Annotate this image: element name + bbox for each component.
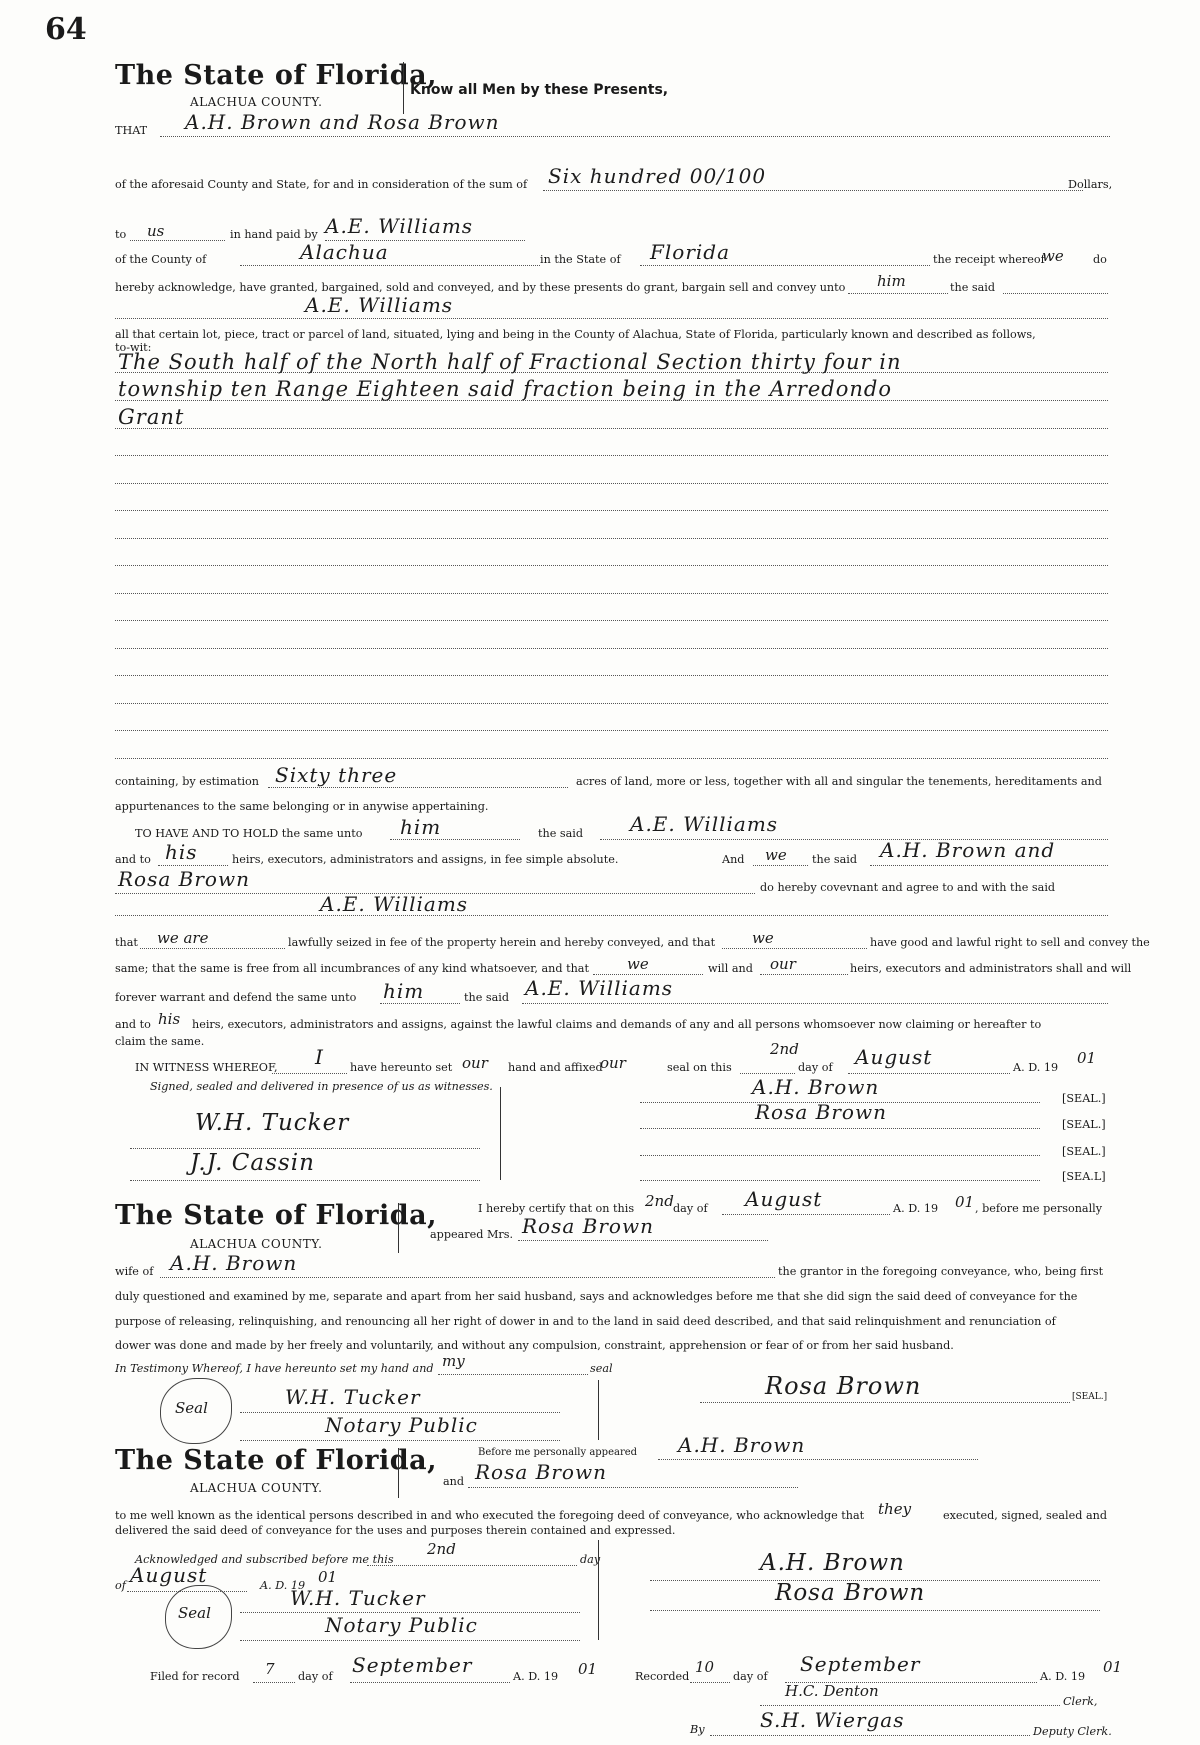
cert1-body-line-3: dower was done and made by her freely and voluntarily, and without any compulsion, constraint, apprehension or fear of or from her said husband. (115, 1339, 954, 1352)
cert2-of-label: of (115, 1579, 126, 1592)
cert2-delivered-text: delivered the said deed of conveyance for the uses and purposes therein contained and expressed. (115, 1524, 676, 1537)
consideration-text: of the aforesaid County and State, for and in consideration of the sum of (115, 178, 528, 191)
cert1-day-handwritten: 2nd (645, 1192, 674, 1210)
seal-label-4: [SEA.L] (1062, 1170, 1106, 1183)
cert2-ad: A. D. 19 (260, 1579, 306, 1592)
cert1-body-line-1: duly questioned and examined by me, separate and apart from her said husband, says and acknowledges before me that she did sign the said deed of conveyance for the (115, 1290, 1078, 1303)
all-that-text: all that certain lot, piece, tract or parcel of land, situated, lying and being in the County of Alachua, State of Florida, particularly known and described as follows, (115, 328, 1036, 341)
habendum-said-label: the said (538, 827, 584, 840)
cert1-my-handwritten: my (442, 1352, 465, 1370)
i-dotline (272, 1073, 347, 1074)
acres-dotline (268, 787, 568, 788)
dollars-label: Dollars, (1068, 178, 1113, 191)
cert2-notary-seal-stamp (165, 1585, 232, 1649)
grantee3-handwritten: A.E. Williams (525, 976, 674, 1000)
cert1-certify-text: I hereby certify that on this (478, 1202, 635, 1215)
unto-handwritten: him (877, 272, 906, 290)
grantor-b-handwritten: Rosa Brown (118, 867, 250, 891)
county-label: ALACHUA COUNTY. (190, 95, 323, 109)
of-county-label: of the County of (115, 253, 207, 266)
blank-ruled-line (115, 455, 1108, 456)
cov-grantee-dotline (115, 915, 1108, 916)
cert1-brace (398, 1203, 399, 1253)
filed-label: Filed for record (150, 1670, 240, 1683)
month-handwritten: August (855, 1045, 933, 1069)
seal-label-3: [SEAL.] (1062, 1145, 1106, 1158)
do-label: do (1093, 253, 1107, 266)
blank-ruled-line (115, 565, 1108, 566)
cert2-state-heading: The State of Florida, (115, 1445, 438, 1476)
cert1-my-dotline (438, 1374, 588, 1375)
cert2-known-pre: to me well known as the identical persons described in and who executed the foregoing deed of conveyance, who acknowledge that (115, 1509, 865, 1522)
cert2-person1-handwritten: A.H. Brown (678, 1433, 806, 1457)
grantee3-dotline (522, 1003, 1108, 1004)
cert1-day-of: day of (673, 1202, 708, 1215)
cert2-they-handwritten: they (878, 1500, 912, 1518)
and-to-label: and to (115, 853, 151, 866)
filed-day-dotline (253, 1682, 295, 1683)
cert2-brace-2 (598, 1540, 599, 1640)
cert1-year-handwritten: 01 (955, 1193, 975, 1211)
grantee-dotline (115, 318, 1108, 319)
to-label: to (115, 228, 127, 241)
signature-1-handwritten: A.H. Brown (752, 1075, 880, 1099)
cert1-ad: A. D. 19 (893, 1202, 939, 1215)
cert2-and-label: and (443, 1475, 465, 1488)
filed-month-handwritten: September (352, 1653, 473, 1677)
cert2-sig1-handwritten: A.H. Brown (760, 1550, 905, 1576)
acres-handwritten: Sixty three (275, 763, 398, 787)
cov-grantee-handwritten: A.E. Williams (320, 892, 469, 916)
him2-dotline (380, 1003, 460, 1004)
forever-text: forever warrant and defend the same unto (115, 991, 357, 1004)
we3-handwritten: we (627, 955, 649, 973)
seal-label-2: [SEAL.] (1062, 1118, 1106, 1131)
cert2-person1-dotline (658, 1459, 978, 1460)
recorded-label: Recorded (635, 1670, 690, 1683)
his2-handwritten: his (158, 1010, 181, 1028)
blank-ruled-line (115, 538, 1108, 539)
habendum-grantee-handwritten: A.E. Williams (630, 812, 779, 836)
clerk-handwritten: H.C. Denton (785, 1682, 879, 1700)
day-of-label: day of (798, 1061, 833, 1074)
heirs-against-text: heirs, executors, administrators and assigns, against the lawful claims and demands of any and all persons whomsoever now claiming or hereafter to (192, 1018, 1042, 1031)
blank-ruled-line (115, 620, 1108, 621)
cert2-sig2-handwritten: Rosa Brown (775, 1580, 926, 1606)
cert1-husband-handwritten: A.H. Brown (170, 1251, 298, 1275)
witness1-dotline (130, 1148, 480, 1149)
blank-ruled-line (115, 483, 1108, 484)
we-are-dotline (140, 948, 285, 949)
heirs-shall-text: heirs, executors and administrators shall and will (850, 962, 1132, 975)
seal-on-label: seal on this (667, 1061, 732, 1074)
habendum-unto-handwritten: him (400, 815, 442, 839)
cert1-seal-word: seal (590, 1362, 613, 1375)
habendum-dotline (390, 839, 520, 840)
ad-label: A. D. 19 (1013, 1061, 1059, 1074)
cert1-notary-handwritten: W.H. Tucker (285, 1385, 421, 1409)
cert1-sig-handwritten: Rosa Brown (765, 1372, 922, 1400)
cert1-grantor-text: the grantor in the foregoing conveyance, who, being first (778, 1265, 1104, 1278)
i-handwritten: I (315, 1045, 324, 1069)
and-label: And (722, 853, 745, 866)
appurtenances-text: appurtenances to the same belonging or in anywise appertaining. (115, 800, 489, 813)
the-said-2-label: the said (464, 991, 510, 1004)
filed-ad: A. D. 19 (513, 1670, 559, 1683)
cert2-notary-title-dotline (240, 1640, 580, 1641)
filed-day-of: day of (298, 1670, 333, 1683)
cert1-stamp-text: Seal (175, 1399, 208, 1417)
our-seal-handwritten: our (600, 1054, 626, 1072)
cert1-wife-of: wife of (115, 1265, 154, 1278)
cert1-month-dotline (722, 1214, 890, 1215)
cert1-before-text: , before me personally (975, 1202, 1103, 1215)
filed-year-handwritten: 01 (578, 1660, 598, 1678)
cert2-day-handwritten: 2nd (427, 1540, 456, 1558)
unto-dotline (848, 293, 948, 294)
sig2-dotline (640, 1128, 1040, 1129)
covenant-text: do hereby covevnant and agree to and with the said (760, 881, 1056, 894)
county-dotline (240, 265, 540, 266)
cert1-testimony-text: In Testimony Whereof, I have hereunto set my hand and (115, 1362, 434, 1375)
our-hand-handwritten: our (462, 1054, 488, 1072)
hereunto-label: have hereunto set (350, 1061, 453, 1074)
cert1-sig-dotline (700, 1402, 1070, 1403)
seized-text: lawfully seized in fee of the property herein and hereby conveyed, and that (288, 936, 716, 949)
cert1-county-label: ALACHUA COUNTY. (190, 1237, 323, 1251)
sum-handwritten: Six hundred 00/100 (548, 164, 767, 188)
recorded-day-handwritten: 10 (695, 1658, 715, 1676)
signature-2-handwritten: Rosa Brown (755, 1100, 887, 1124)
blank-ruled-line (115, 593, 1108, 594)
claim-same-text: claim the same. (115, 1035, 205, 1048)
sum-dotline (543, 190, 1083, 191)
cert2-ack-sub-text: Acknowledged and subscribed before me this (135, 1553, 394, 1566)
county-handwritten: Alachua (300, 240, 389, 264)
cert1-month-handwritten: August (745, 1187, 823, 1211)
our-handwritten: our (770, 955, 796, 973)
our-dotline (760, 974, 848, 975)
same-text: same; that the same is free from all incumbrances of any kind whatsoever, and that (115, 962, 589, 975)
witness2-dotline (130, 1180, 480, 1181)
his-handwritten: his (165, 840, 198, 864)
blank-ruled-line (115, 758, 1108, 759)
him2-handwritten: him (383, 979, 425, 1003)
filed-day-handwritten: 7 (265, 1660, 275, 1678)
year-handwritten: 01 (1077, 1049, 1097, 1067)
cert1-state-heading: The State of Florida, (115, 1200, 438, 1231)
we-dotline (753, 865, 808, 866)
filed-month-dotline (350, 1682, 510, 1683)
grantors-handwritten: A.H. Brown and Rosa Brown (185, 110, 500, 134)
blank-ruled-line (115, 703, 1108, 704)
cert1-seal-brace (598, 1380, 599, 1440)
cert1-husband-dotline (160, 1277, 775, 1278)
heirs-text: heirs, executors, administrators and assigns, in fee simple absolute. (232, 853, 619, 866)
blank-ruled-line (115, 730, 1108, 731)
sig3-dotline (640, 1155, 1040, 1156)
cert2-known-post: executed, signed, sealed and (943, 1509, 1107, 1522)
cert2-brace (398, 1448, 399, 1498)
deputy-label: Deputy Clerk. (1033, 1725, 1112, 1738)
recorded-day-dotline (690, 1682, 730, 1683)
cert2-year-handwritten: 01 (318, 1568, 338, 1586)
in-state-label: in the State of (540, 253, 621, 266)
know-all-men: Know all Men by these Presents, (410, 82, 669, 98)
we-are-handwritten: we are (157, 929, 209, 947)
cert1-appeared-label: appeared Mrs. (430, 1228, 514, 1241)
good-right-text: have good and lawful right to sell and convey the (870, 936, 1150, 949)
cert1-notary-title-handwritten: Notary Public (325, 1413, 478, 1437)
page-number: 64 (45, 12, 87, 47)
receipt-label: the receipt whereof (933, 253, 1045, 266)
cert2-stamp-text: Seal (178, 1604, 211, 1622)
we-handwritten: we (765, 846, 787, 864)
the-said-dotline (1003, 293, 1108, 294)
cert2-day-dotline (367, 1565, 577, 1566)
habendum-label: TO HAVE AND TO HOLD the same unto (135, 827, 363, 840)
cert2-before-me-label: Before me personally appeared (478, 1447, 638, 1458)
grantor-a-handwritten: A.H. Brown and (880, 838, 1056, 862)
cert1-body-line-2: purpose of releasing, relinquishing, and renouncing all her right of dower in and to the land in said deed described, and that said relinquishment and renunciation of (115, 1315, 1056, 1328)
cert2-sig2-dotline (650, 1610, 1100, 1611)
blank-ruled-line (115, 648, 1108, 649)
recorded-month-handwritten: September (800, 1652, 921, 1676)
month-dotline (848, 1073, 1010, 1074)
description-line-1: The South half of the North half of Fractional Section thirty four in (118, 350, 902, 374)
paid-by-handwritten: A.E. Williams (325, 214, 474, 238)
containing-label: containing, by estimation (115, 775, 259, 788)
recorded-ad: A. D. 19 (1040, 1670, 1086, 1683)
cert1-notary-seal-stamp (160, 1378, 232, 1444)
cert1-appeared-handwritten: Rosa Brown (522, 1214, 654, 1238)
deputy-handwritten: S.H. Wiergas (760, 1708, 905, 1732)
header-brace (403, 62, 404, 114)
we2-dotline (722, 948, 867, 949)
cert2-county-label: ALACHUA COUNTY. (190, 1481, 323, 1495)
state-heading: The State of Florida, (115, 60, 438, 91)
to-wit-label: to-wit: (115, 341, 152, 354)
his-dotline (158, 865, 228, 866)
day-handwritten: 2nd (770, 1040, 799, 1058)
acres-rest-text: acres of land, more or less, together with all and singular the tenements, hereditaments and (576, 775, 1102, 788)
cert1-notary-title-dotline (240, 1440, 560, 1441)
said-label: the said (812, 853, 858, 866)
receipt-handwritten: we (1042, 247, 1064, 265)
state-dotline (640, 265, 930, 266)
witness-whereof-label: IN WITNESS WHEREOF, (135, 1061, 278, 1074)
cert2-notary-handwritten: W.H. Tucker (290, 1586, 426, 1610)
to-dotline (130, 240, 225, 241)
day-dotline (740, 1073, 795, 1074)
that-label: THAT (115, 124, 148, 137)
blank-ruled-line (115, 675, 1108, 676)
description-line-2: township ten Range Eighteen said fraction being in the Arredondo (118, 377, 892, 401)
desc-dotline-3 (115, 428, 1108, 429)
paid-by-label: in hand paid by (230, 228, 318, 241)
signed-sealed-text: Signed, sealed and delivered in presence of us as witnesses. (150, 1080, 493, 1093)
cert1-appeared-dotline (518, 1240, 768, 1241)
recorded-day-of: day of (733, 1670, 768, 1683)
acknowledge-text: hereby acknowledge, have granted, bargained, sold and conveyed, and by these presents do grant, bargain sell and convey unto (115, 281, 846, 294)
by-label: By (690, 1723, 705, 1736)
witness-brace (500, 1087, 501, 1180)
that-label-2: that (115, 936, 138, 949)
cert2-notary-title-handwritten: Notary Public (325, 1613, 478, 1637)
clerk-label: Clerk, (1063, 1695, 1098, 1708)
we2-handwritten: we (752, 929, 774, 947)
to-handwritten: us (147, 222, 165, 240)
cert1-seal-label: [SEAL.] (1072, 1392, 1108, 1402)
clerk-dotline (760, 1705, 1060, 1706)
sig4-dotline (640, 1180, 1040, 1181)
grantee-handwritten: A.E. Williams (305, 293, 454, 317)
grantor-a-dotline (870, 865, 1108, 866)
that-dotline (160, 136, 1110, 137)
and-to-2-label: and to (115, 1018, 151, 1031)
will-and-label: will and (708, 962, 753, 975)
witness-1-handwritten: W.H. Tucker (195, 1110, 350, 1136)
state-handwritten: Florida (650, 240, 730, 264)
recorded-year-handwritten: 01 (1103, 1658, 1123, 1676)
seal-label-1: [SEAL.] (1062, 1092, 1106, 1105)
description-line-3: Grant (118, 405, 185, 429)
cert2-person2-dotline (468, 1487, 798, 1488)
we3-dotline (593, 974, 703, 975)
cert2-day-word: day (580, 1553, 601, 1566)
deputy-dotline (710, 1735, 1030, 1736)
cert2-person2-handwritten: Rosa Brown (475, 1460, 607, 1484)
the-said-label: the said (950, 281, 996, 294)
witness-2-handwritten: J.J. Cassin (190, 1150, 315, 1176)
blank-ruled-line (115, 510, 1108, 511)
hand-affixed-label: hand and affixed (508, 1061, 603, 1074)
cert2-month-handwritten: August (130, 1563, 208, 1587)
